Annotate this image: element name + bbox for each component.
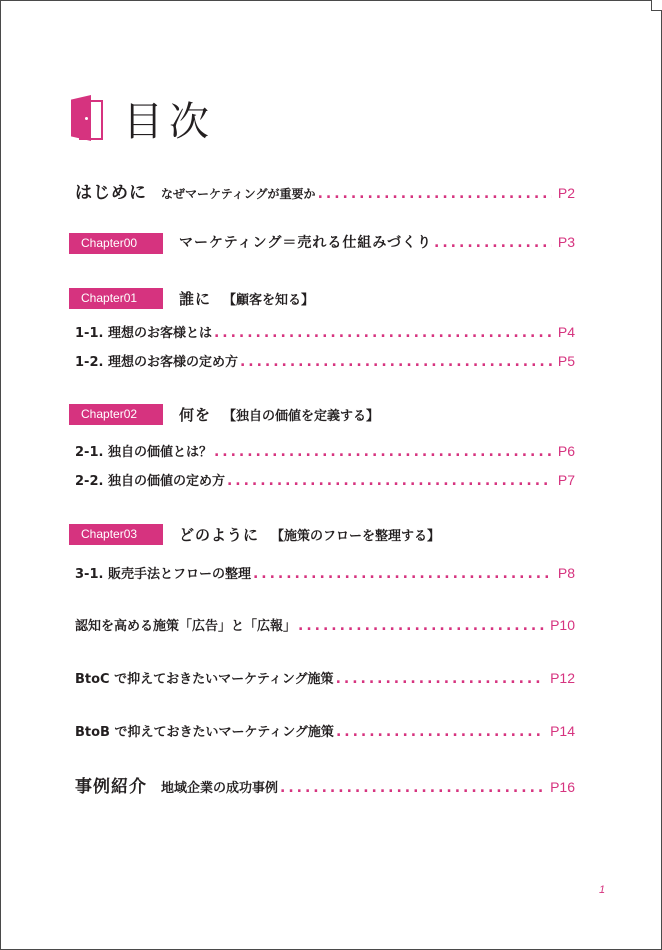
item-label: 1-2. 理想のお客様の定め方: [75, 355, 238, 370]
leader-dots: [336, 724, 544, 740]
page-ref: P10: [550, 617, 575, 633]
chapter-subtitle: 【施策のフローを整理する】: [271, 529, 441, 544]
chapter02-heading: [69, 404, 379, 425]
toc-entry-1-2[interactable]: [75, 351, 575, 370]
toc-entry-chapter00[interactable]: [69, 232, 575, 254]
chapter-subtitle: 【独自の価値を定義する】: [223, 409, 380, 424]
toc-entry-2-2[interactable]: [75, 470, 575, 489]
toc-entry-btoc[interactable]: [75, 668, 575, 687]
intro-label: はじめに: [75, 183, 147, 203]
leader-dots: [240, 354, 552, 370]
leader-dots: [298, 618, 544, 634]
item-label: 2-2. 独自の価値の定め方: [75, 474, 225, 489]
item-label: 1-1. 理想のお客様とは: [75, 326, 212, 341]
page-ref: P3: [557, 234, 575, 250]
leader-dots: [253, 566, 552, 582]
page-ref: P14: [550, 723, 575, 739]
item-label: 認知を高める施策「広告」と「広報」: [75, 619, 297, 634]
toc-entry-2-1[interactable]: [75, 441, 575, 460]
toc-entry-awareness[interactable]: [75, 615, 575, 634]
door-icon: [71, 95, 105, 141]
page-ref: P6: [557, 443, 575, 459]
page-title: 目次: [123, 98, 215, 145]
toc-entry-btob[interactable]: [75, 721, 575, 740]
item-label: 2-1. 独自の価値とは？: [75, 445, 212, 460]
corner-mark: [651, 0, 662, 11]
leader-dots: [318, 186, 552, 202]
chapter01-heading: [69, 288, 314, 309]
cases-sub: 地域企業の成功事例: [161, 781, 279, 796]
chapter-title: 誰に: [179, 290, 212, 308]
chapter-subtitle: 【顧客を知る】: [223, 293, 315, 308]
cases-label: 事例紹介: [75, 777, 147, 797]
page-ref: P4: [557, 324, 575, 340]
page-ref: P12: [550, 670, 575, 686]
toc-entry-3-1[interactable]: [75, 563, 575, 582]
chapter-chip: Chapter02: [69, 404, 163, 425]
item-label: BtoC で抑えておきたいマーケティング施策: [75, 672, 334, 687]
leader-dots: [227, 473, 552, 489]
page-ref: P16: [550, 779, 575, 795]
page-ref: P2: [557, 185, 575, 201]
chapter-chip: Chapter01: [69, 288, 163, 309]
page-ref: P8: [557, 565, 575, 581]
toc-title-block: [71, 93, 215, 143]
toc-entry-1-1[interactable]: [75, 322, 575, 341]
page-ref: P5: [557, 353, 575, 369]
item-label: 3-1. 販売手法とフローの整理: [75, 567, 251, 582]
chapter-title: どのように: [179, 526, 260, 544]
leader-dots: [280, 780, 544, 796]
leader-dots: [214, 325, 552, 341]
toc-entry-cases[interactable]: [75, 772, 575, 797]
leader-dots: [214, 444, 552, 460]
chapter03-heading: [69, 524, 440, 545]
leader-dots: [336, 671, 545, 687]
item-label: BtoB で抑えておきたいマーケティング施策: [75, 725, 334, 740]
chapter-title: マーケティング＝売れる仕組みづくり: [179, 235, 433, 251]
page-ref: P7: [557, 472, 575, 488]
leader-dots: [434, 235, 552, 251]
page-number: 1: [599, 884, 606, 896]
chapter-title: 何を: [179, 406, 212, 424]
toc-entry-intro[interactable]: [75, 178, 575, 203]
intro-sub: なぜマーケティングが重要か: [161, 187, 316, 201]
chapter-chip: Chapter03: [69, 524, 163, 545]
chapter-chip: Chapter00: [69, 233, 163, 254]
